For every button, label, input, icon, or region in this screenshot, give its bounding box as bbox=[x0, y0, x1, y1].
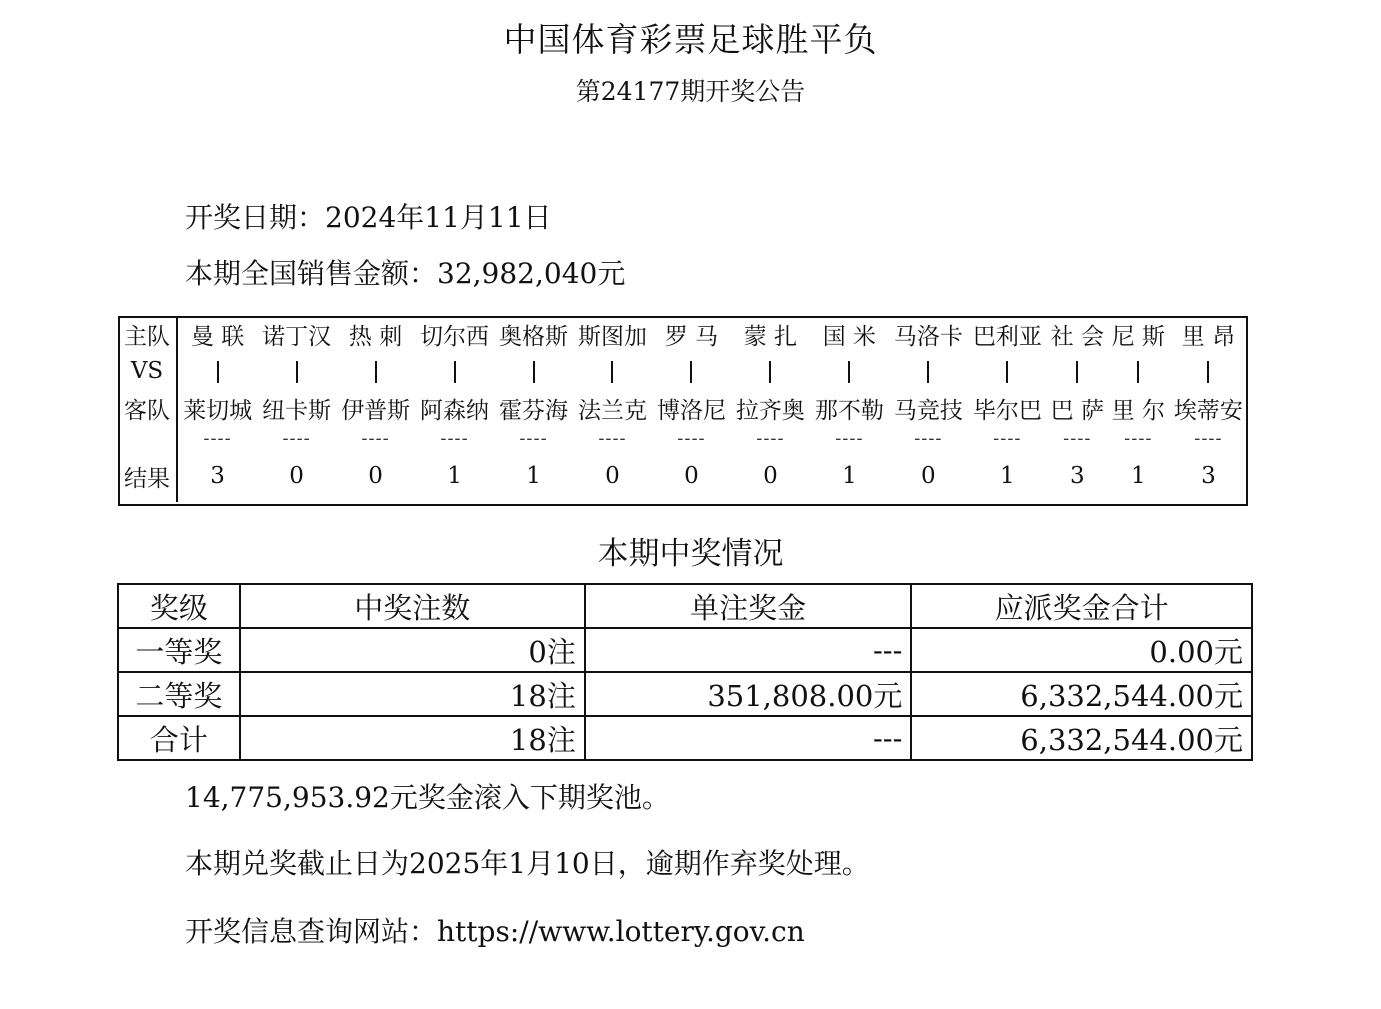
single-prize: --- bbox=[585, 628, 912, 672]
prize-row-second bbox=[118, 672, 1252, 716]
vs-bar bbox=[848, 361, 850, 383]
vs-separator bbox=[652, 352, 731, 390]
single-prize: --- bbox=[585, 716, 912, 760]
away-team: 马竞技 bbox=[893, 397, 963, 424]
issue-subtitle: 第24177期开奖公告 bbox=[575, 77, 806, 106]
draw-date: 开奖日期：2024年11月11日 bbox=[185, 201, 552, 234]
away-team: 阿森纳 bbox=[420, 397, 490, 424]
home-team: 国 米 bbox=[822, 323, 877, 350]
dash-separator: ---- bbox=[756, 427, 785, 449]
home-team: 蒙 扎 bbox=[743, 323, 798, 350]
vs-separator bbox=[889, 352, 968, 390]
vs-bar bbox=[375, 361, 377, 383]
vs-bar bbox=[454, 361, 456, 383]
match-result: 3 bbox=[210, 463, 225, 489]
dash-separator: ---- bbox=[677, 427, 706, 449]
prize-row-total bbox=[118, 716, 1252, 760]
match-result: 1 bbox=[1000, 463, 1015, 489]
dash-separator: ---- bbox=[1124, 427, 1153, 449]
result-row bbox=[118, 450, 1248, 502]
away-team: 法兰克 bbox=[577, 397, 647, 424]
vs-bar bbox=[611, 361, 613, 383]
col-header-total: 应派奖金合计 bbox=[911, 584, 1252, 628]
dash-separator: ---- bbox=[282, 427, 311, 449]
prize-level: 二等奖 bbox=[118, 672, 240, 716]
vs-separator bbox=[1047, 352, 1108, 390]
prize-table bbox=[117, 583, 1253, 761]
away-label: 客队 bbox=[118, 390, 177, 426]
claim-deadline-note: 本期兑奖截止日为2025年1月10日，逾期作弃奖处理。 bbox=[185, 847, 870, 880]
vs-separator bbox=[1108, 352, 1169, 390]
home-team: 巴利亚 bbox=[972, 323, 1042, 350]
vs-bar bbox=[1207, 361, 1209, 383]
away-team: 伊普斯 bbox=[341, 397, 411, 424]
away-team: 拉齐奥 bbox=[735, 397, 805, 424]
page-title: 中国体育彩票足球胜平负 bbox=[503, 20, 878, 59]
away-team-row bbox=[118, 390, 1248, 426]
vs-row bbox=[118, 352, 1248, 390]
vs-bar bbox=[690, 361, 692, 383]
away-team: 博洛尼 bbox=[656, 397, 726, 424]
match-result: 3 bbox=[1070, 463, 1085, 489]
prize-pool-note: 14,775,953.92元奖金滚入下期奖池。 bbox=[185, 781, 670, 814]
match-result: 1 bbox=[842, 463, 857, 489]
away-team: 埃蒂安 bbox=[1173, 397, 1243, 424]
sales-amount: 本期全国销售金额：32,982,040元 bbox=[185, 257, 626, 290]
dash-separator: ---- bbox=[993, 427, 1022, 449]
match-result: 0 bbox=[763, 463, 778, 489]
home-team: 社 会 bbox=[1050, 323, 1104, 350]
match-result: 0 bbox=[368, 463, 383, 489]
col-header-level: 奖级 bbox=[118, 584, 240, 628]
vs-bar bbox=[1076, 361, 1078, 383]
home-team: 马洛卡 bbox=[893, 323, 963, 350]
vs-separator bbox=[257, 352, 336, 390]
dash-separator: ---- bbox=[914, 427, 943, 449]
away-team: 毕尔巴 bbox=[972, 397, 1042, 424]
dash-separator: ---- bbox=[1063, 427, 1092, 449]
match-result: 0 bbox=[289, 463, 304, 489]
vs-separator bbox=[810, 352, 889, 390]
away-team: 里 尔 bbox=[1111, 397, 1165, 424]
home-team: 里 昂 bbox=[1181, 323, 1236, 350]
away-team: 那不勒 bbox=[814, 397, 884, 424]
dash-separator: ---- bbox=[361, 427, 390, 449]
vs-bar bbox=[1137, 361, 1139, 383]
dash-separator: ---- bbox=[519, 427, 548, 449]
match-result: 0 bbox=[605, 463, 620, 489]
vs-separator bbox=[494, 352, 573, 390]
away-team: 莱切城 bbox=[183, 397, 253, 424]
vs-separator bbox=[573, 352, 652, 390]
dash-separator: ---- bbox=[203, 427, 232, 449]
col-header-single: 单注奖金 bbox=[585, 584, 912, 628]
vs-separator bbox=[1169, 352, 1248, 390]
query-website-note: 开奖信息查询网站：https://www.lottery.gov.cn bbox=[185, 915, 805, 948]
home-team: 切尔西 bbox=[420, 323, 490, 350]
vs-bar bbox=[217, 361, 219, 383]
vs-label: VS bbox=[118, 352, 177, 390]
home-team: 奥格斯 bbox=[499, 323, 569, 350]
home-team: 诺丁汉 bbox=[262, 323, 332, 350]
total-prize: 6,332,544.00元 bbox=[911, 672, 1252, 716]
vs-separator bbox=[415, 352, 494, 390]
dash-separator: ---- bbox=[598, 427, 627, 449]
dash-separator: ---- bbox=[1194, 427, 1223, 449]
home-team: 曼 联 bbox=[190, 323, 245, 350]
match-result: 0 bbox=[921, 463, 936, 489]
total-prize: 6,332,544.00元 bbox=[911, 716, 1252, 760]
dash-row bbox=[118, 426, 1248, 450]
vs-bar bbox=[1006, 361, 1008, 383]
vs-separator bbox=[177, 352, 257, 390]
home-team: 罗 马 bbox=[664, 323, 719, 350]
home-team: 尼 斯 bbox=[1111, 323, 1165, 350]
result-label: 结果 bbox=[118, 450, 177, 502]
winner-count: 0注 bbox=[240, 628, 585, 672]
vs-separator bbox=[336, 352, 415, 390]
prize-level: 一等奖 bbox=[118, 628, 240, 672]
prize-section-title: 本期中奖情况 bbox=[597, 536, 784, 572]
prize-level: 合计 bbox=[118, 716, 240, 760]
vs-bar bbox=[927, 361, 929, 383]
vs-bar bbox=[533, 361, 535, 383]
single-prize: 351,808.00元 bbox=[585, 672, 912, 716]
match-result: 0 bbox=[684, 463, 699, 489]
home-team: 热 刺 bbox=[348, 323, 403, 350]
vs-bar bbox=[769, 361, 771, 383]
home-label: 主队 bbox=[118, 316, 177, 352]
vs-separator bbox=[731, 352, 810, 390]
vs-bar bbox=[296, 361, 298, 383]
winner-count: 18注 bbox=[240, 716, 585, 760]
match-result: 1 bbox=[1131, 463, 1146, 489]
matches-table bbox=[118, 316, 1248, 502]
total-prize: 0.00元 bbox=[911, 628, 1252, 672]
dash-separator: ---- bbox=[835, 427, 864, 449]
prize-row-first bbox=[118, 628, 1252, 672]
away-team: 巴 萨 bbox=[1050, 397, 1104, 424]
match-result: 1 bbox=[526, 463, 541, 489]
winner-count: 18注 bbox=[240, 672, 585, 716]
dash-separator: ---- bbox=[440, 427, 469, 449]
prize-header-row bbox=[118, 584, 1252, 628]
vs-separator bbox=[968, 352, 1047, 390]
home-team: 斯图加 bbox=[577, 323, 647, 350]
match-result: 1 bbox=[447, 463, 462, 489]
col-header-count: 中奖注数 bbox=[240, 584, 585, 628]
match-result: 3 bbox=[1201, 463, 1216, 489]
away-team: 霍芬海 bbox=[499, 397, 569, 424]
home-team-row bbox=[118, 316, 1248, 352]
away-team: 纽卡斯 bbox=[262, 397, 332, 424]
